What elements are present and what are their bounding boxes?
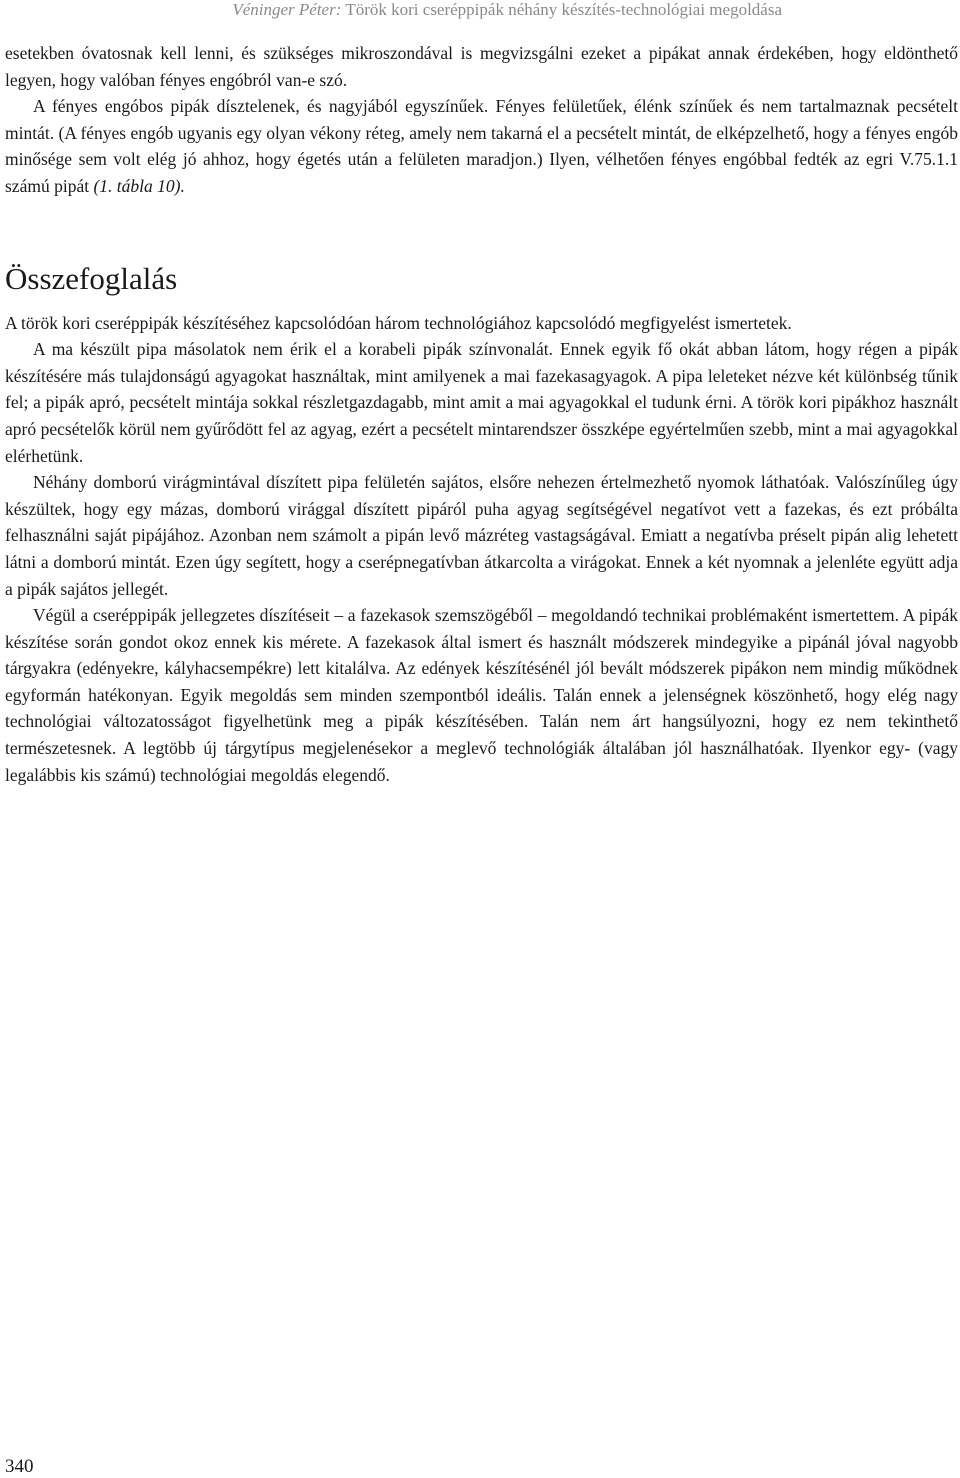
running-header [232, 0, 782, 20]
summary-paragraph-1: A török kori cseréppipák készítéséhez kapcsolódóan három technológiához kapcsolódó megfigyelést ismertetek. [5, 312, 792, 333]
summary-paragraph-3: Néhány domború virágmintával díszített pipa felületén sajátos, elsőre nehezen értelmezhető nyomok láthatóak. Valószínűleg úgy készültek, hogy egy mázas, domború virággal díszített pipáról puha agyag segítségével negatívot vett a fazekas, és ezt próbálta felhasználni saját pipájához. Azonban nem számolt a pipán levő mázréteg vastagságával. Emiatt a negatívba préselt pipán alig lehetett látni a domború mintát. Ezen úgy segített, hogy a cserépnegatívban átkarcolta a virágokat. Ennek a két nyomnak a jelenléte együtt adja a pipák sajátos jellegét. [5, 472, 958, 599]
intro-paragraph-2-text: A fényes engóbos pipák dísztelenek, és nagyjából egyszínűek. Fényes felületűek, élénk színűek és nem tartalmaznak pecsételt mintát. (A fényes engób ugyanis egy olyan vékony réteg, amely nem takarná el a pecsételt mintát, de elképzelhető, hogy a fényes engób minősége sem volt elég jó ahhoz, hogy égetés után a felületen maradjon.) Ilyen, vélhetően fényes engóbbal fedték az egri V.75.1.1 számú pipát [5, 96, 958, 196]
summary-paragraph-4: Végül a cseréppipák jellegzetes díszítéseit – a fazekasok szemszögéből – megoldandó technikai problémaként ismertettem. A pipák készítése során gondot okoz ennek kis mérete. A fazekasok által ismert és használt módszerek mindegyike a pipánál jóval nagyobb tárgyakra (edényekre, kályhacsempékre) lett kitalálva. Az edények készítésénél jól bevált módszerek pipákon nem mindig működnek egyformán hatékonyan. Egyik megoldás sem minden szempontból ideális. Talán ennek a jelenségnek köszönhető, hogy elég nagy technológiai változatosságot figyelhetünk meg a pipák készítésében. Talán nem árt hangsúlyozni, hogy ez nem tekinthető természetesnek. A legtöbb új tárgytípus megjelenésekor a meglevő technológiák általában jól használhatóak. Ilyenkor egy- (vagy legalábbis kis számú) technológiai megoldás elegendő. [5, 605, 958, 785]
article-body [5, 40, 958, 788]
section-heading: Összefoglalás [5, 260, 178, 296]
table-reference: (1. tábla 10). [93, 175, 185, 196]
running-header-title: Török kori cseréppipák néhány készítés-technológiai megoldása [345, 0, 782, 19]
running-header-author: Véninger Péter: [232, 0, 342, 19]
page-number: 340 [5, 1456, 34, 1477]
intro-paragraph-2 [5, 93, 958, 199]
summary-paragraph-2: A ma készült pipa másolatok nem érik el a korabeli pipák színvonalát. Ennek egyik fő okát abban látom, hogy régen a pipák készítésére más tulajdonságú agyagokat használtak, mint amilyenek a mai fazekasagyagok. A pipa leleteket nézve két különbség tűnik fel; a pipák apró, pecsételt mintája sokkal részletgazdagabb, mint amit a mai agyagokkal el tudunk érni. A török kori pipákhoz használt apró pecsételők körül nem gyűrődött fel az agyag, ezért a pecsételt mintarendszer összképe egyértelműen szebb, mint a mai agyagokkal elérhetünk. [5, 339, 958, 466]
intro-paragraph-1: esetekben óvatosnak kell lenni, és szükséges mikroszondával is megvizsgálni ezeket a pipákat annak érdekében, hogy eldönthető legyen, hogy valóban fényes engóbról van-e szó. [5, 43, 958, 90]
